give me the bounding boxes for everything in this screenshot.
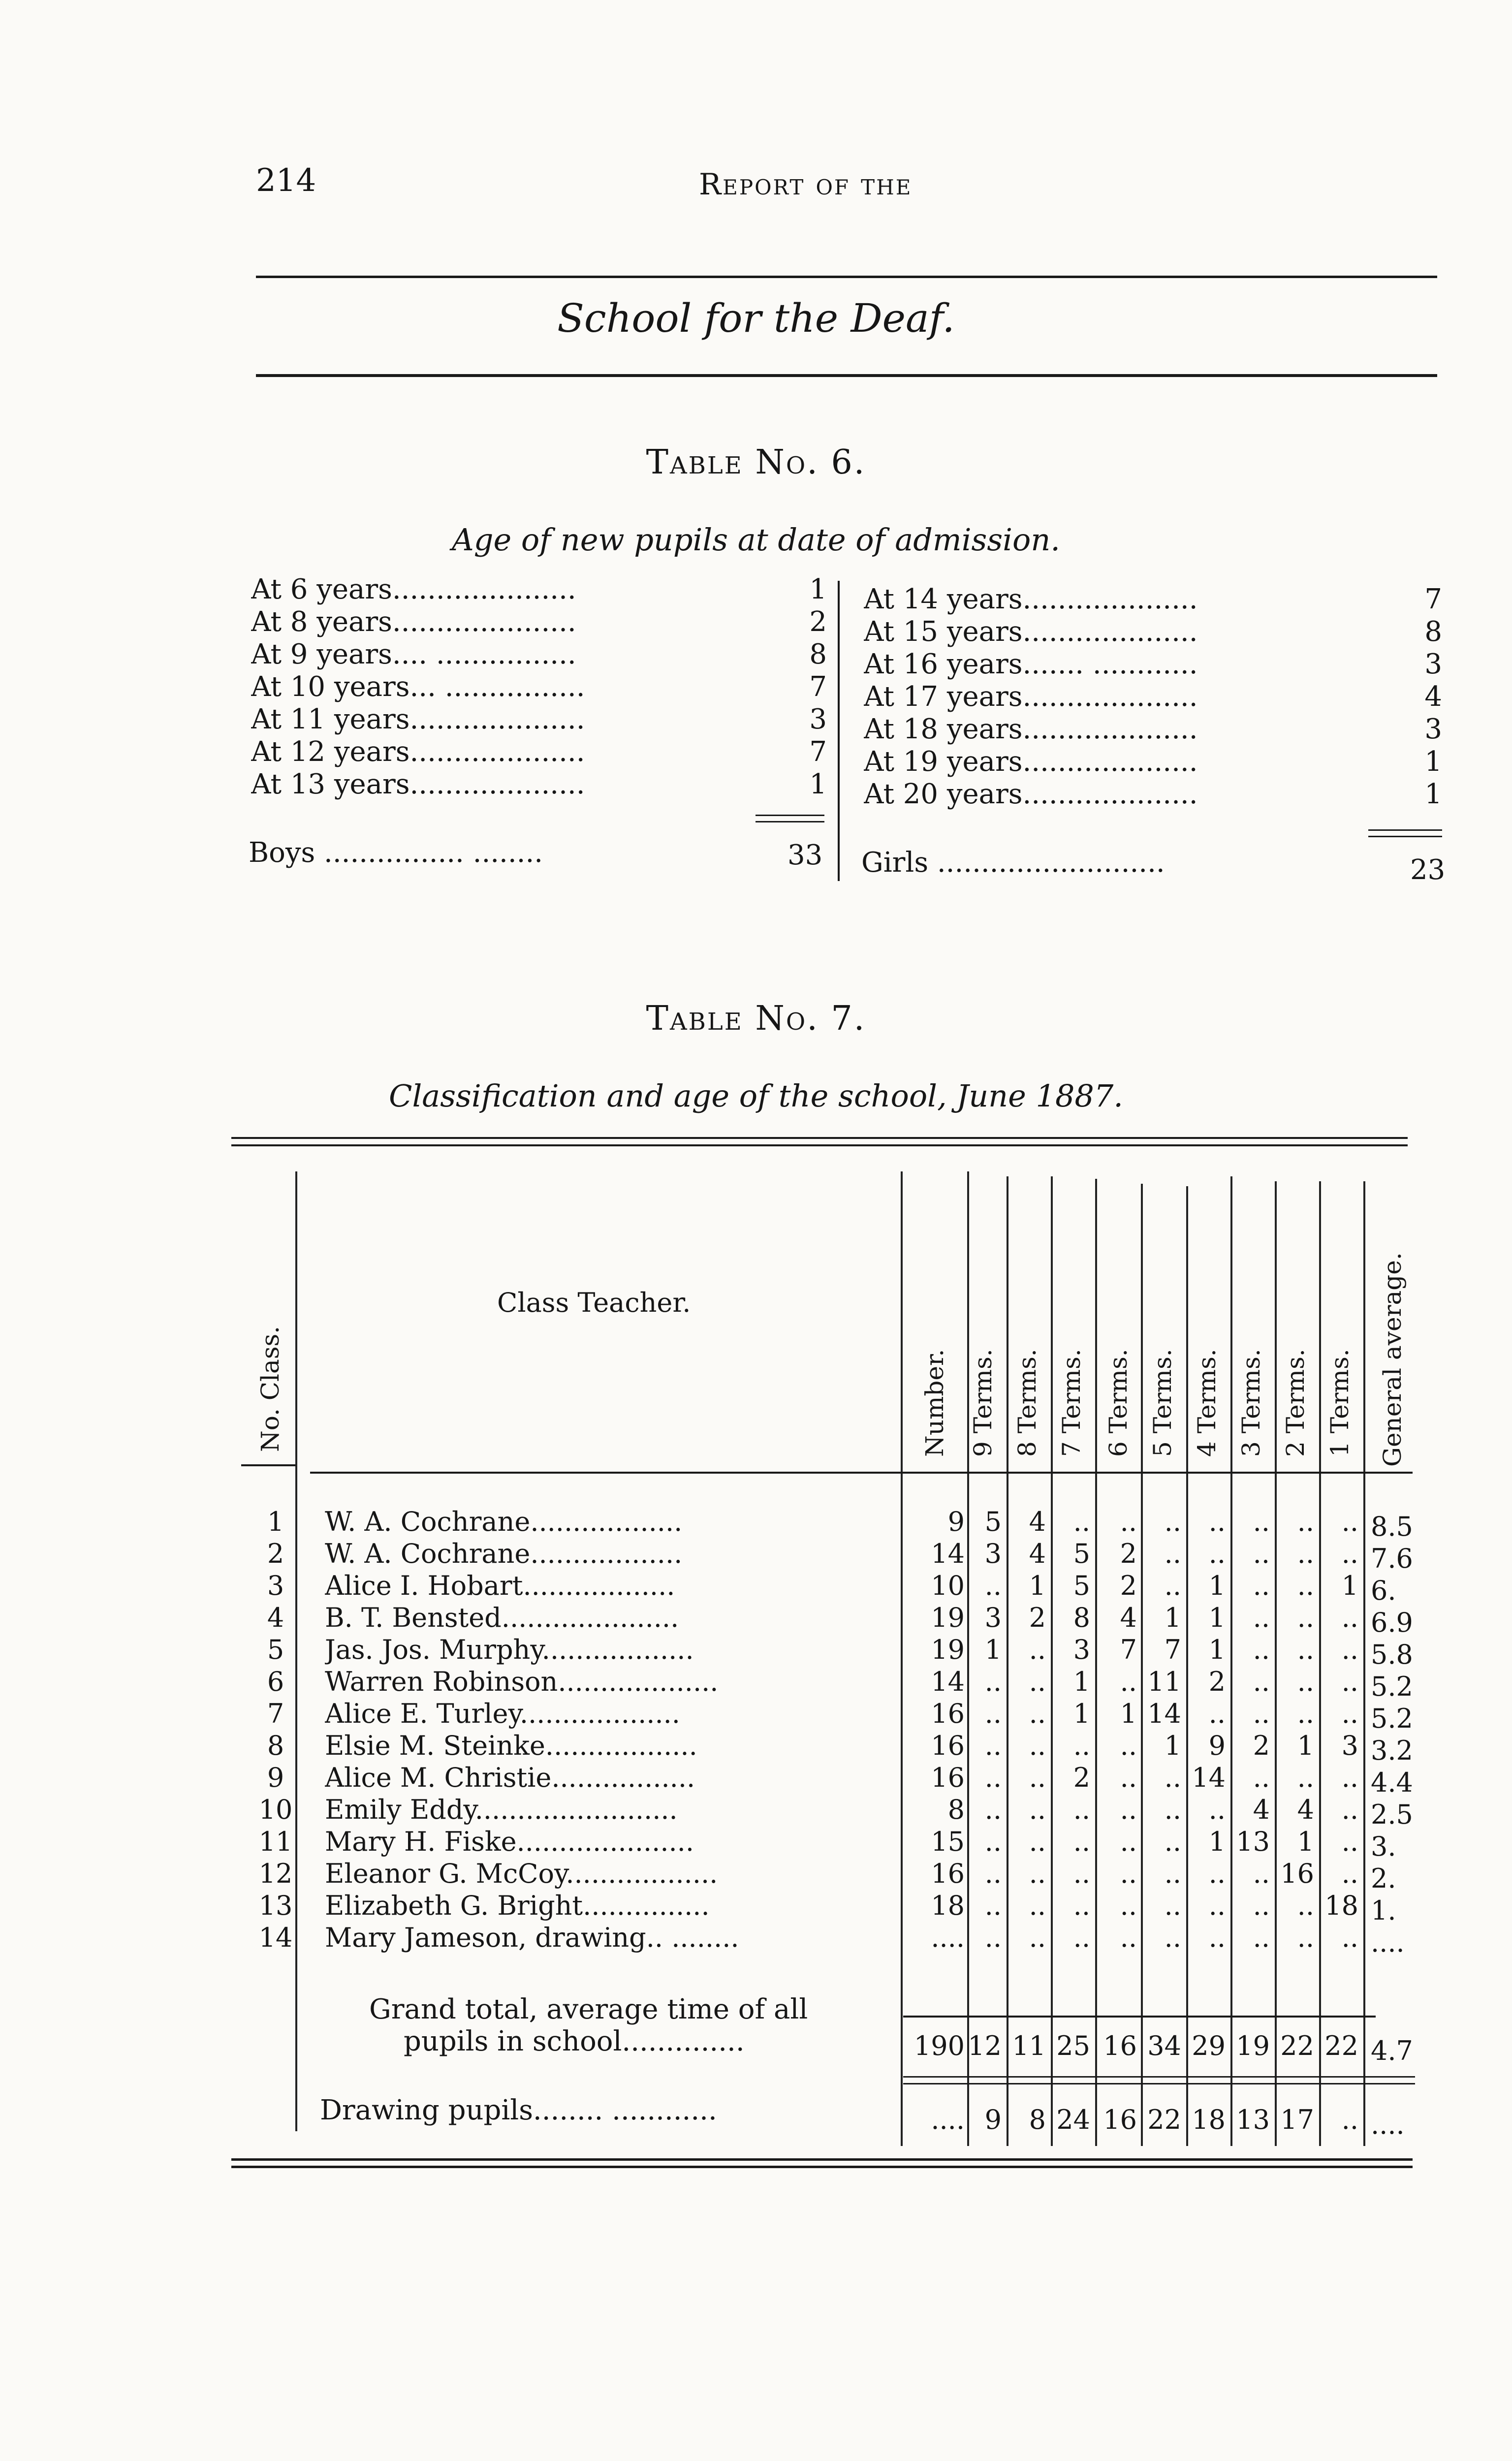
terms-count: .. [1164,1570,1181,1601]
terms-count: 1 [1120,1698,1137,1729]
age-count: 2 [809,606,827,638]
terms-count: .. [1208,1858,1226,1889]
terms-count: 3 [984,1538,1002,1569]
terms-count: .. [1297,1922,1314,1953]
age-count: 1 [809,768,827,800]
general-average: 4.7 [1371,2035,1413,2066]
terms-count: .. [1029,1794,1046,1825]
terms-count: 1 [1208,1602,1226,1633]
terms-count: .. [1029,1762,1046,1793]
boys-total: 33 [788,839,823,871]
age-label: At 13 years.................... [251,768,585,800]
header-terms-9: 9 Terms. [969,1349,997,1457]
age-count: 1 [809,573,827,605]
terms-count: .. [1341,1602,1358,1633]
pupil-number: 19 [931,1602,965,1633]
terms-count: .. [1164,1858,1181,1889]
terms-count: .. [1341,1858,1358,1889]
terms-count: .. [1297,1762,1314,1793]
terms-count: .. [1253,1602,1270,1633]
general-average: 2. [1371,1863,1396,1894]
terms-count: 9 [1208,1730,1226,1761]
terms-count: .. [1253,1922,1270,1953]
terms-count: .. [1208,1698,1226,1729]
age-count: 7 [1424,583,1442,615]
terms-count: 1 [1164,1602,1181,1633]
table6-title: Table No. 6. [646,443,866,482]
terms-count: 13 [1236,2104,1270,2135]
pupil-number: 14 [931,1666,965,1697]
age-label: At 19 years.................... [864,746,1198,778]
terms-count: 1 [1297,1826,1314,1857]
general-average: .... [1371,2109,1405,2140]
terms-count: .. [1208,1506,1226,1537]
terms-count: .. [1120,1506,1137,1537]
terms-count: .. [1120,1794,1137,1825]
table6-caption: Age of new pupils at date of admission. [452,522,1060,558]
terms-count: .. [1164,1922,1181,1953]
class-teacher: Mary H. Fiske..................... [325,1826,694,1857]
terms-count: .. [1253,1634,1270,1665]
terms-count: .. [1073,1794,1090,1825]
terms-count: .. [984,1666,1002,1697]
class-teacher: B. T. Bensted..................... [325,1602,679,1633]
table7-bottom-rule-2 [231,2166,1413,2168]
class-number: 2 [267,1538,284,1569]
terms-count: 22 [1280,2030,1314,2061]
terms-count: .. [1297,1506,1314,1537]
table7-column-rule [1363,1181,1365,2146]
girls-total: 23 [1410,854,1446,886]
age-label: At 16 years....... ............ [864,648,1198,680]
terms-count: 3 [1341,1730,1358,1761]
age-count: 7 [809,736,827,768]
age-label: At 10 years... ................ [251,671,585,703]
terms-count: 4 [1253,1794,1270,1825]
terms-count: .. [1253,1666,1270,1697]
class-teacher: Elizabeth G. Bright............... [325,1890,710,1921]
terms-count: .. [1120,1922,1137,1953]
terms-count: 3 [984,1602,1002,1633]
age-count: 7 [809,671,827,703]
age-count: 3 [809,703,827,735]
terms-count: .. [1029,1826,1046,1857]
general-average: 3.2 [1371,1735,1413,1766]
class-teacher: W. A. Cochrane.................. [325,1538,683,1569]
age-count: 8 [1424,616,1442,648]
class-number: 7 [267,1698,284,1729]
general-average: 3. [1371,1831,1396,1862]
table7-column-rule [295,1171,297,2131]
terms-count: 1 [1341,1570,1358,1601]
terms-count: 2 [1120,1570,1137,1601]
table7-bottom-rule-1 [231,2158,1413,2161]
pupil-number: 14 [931,1538,965,1569]
terms-count: 1 [1297,1730,1314,1761]
table7-header-rule [310,1472,1413,1474]
age-count: 3 [1424,713,1442,745]
pupil-number: 16 [931,1730,965,1761]
pupil-number: 15 [931,1826,965,1857]
terms-count: .. [1208,1890,1226,1921]
terms-count: .. [984,1698,1002,1729]
terms-count: .. [1208,1794,1226,1825]
terms-count: .. [1073,1858,1090,1889]
pupil-number: 16 [931,1698,965,1729]
terms-count: 12 [968,2030,1002,2061]
terms-count: .. [984,1794,1002,1825]
age-label: At 12 years.................... [251,736,585,768]
terms-count: .. [1164,1826,1181,1857]
header-class-teacher: Class Teacher. [497,1287,691,1318]
general-average: 5.8 [1371,1639,1413,1670]
age-count: 4 [1424,681,1442,713]
terms-count: 11 [1147,1666,1181,1697]
terms-count: .. [984,1762,1002,1793]
terms-count: 5 [1073,1570,1090,1601]
terms-count: .. [1253,1538,1270,1569]
class-number: 14 [258,1922,293,1953]
running-head: Report of the [699,167,913,202]
age-label: At 6 years..................... [251,573,576,605]
terms-count: .. [1253,1570,1270,1601]
pupil-number: 18 [931,1890,965,1921]
terms-count: 16 [1103,2030,1137,2061]
terms-count: .. [1029,1634,1046,1665]
terms-count: 7 [1120,1634,1137,1665]
terms-count: 1 [1208,1634,1226,1665]
terms-count: .. [1341,1698,1358,1729]
header-terms-7: 7 Terms. [1057,1349,1086,1457]
school-name: School for the Deaf. [557,295,955,341]
grand-total-rule [903,2016,1376,2018]
terms-count: 14 [1147,1698,1181,1729]
terms-count: 16 [1280,1858,1314,1889]
age-label: At 14 years.................... [864,583,1198,615]
pupil-number: 9 [947,1506,965,1537]
terms-count: .. [1297,1538,1314,1569]
terms-count: .. [1029,1922,1046,1953]
grand-total-double-rule-2 [903,2083,1415,2084]
header-terms-3: 3 Terms. [1237,1349,1265,1457]
class-number: 6 [267,1666,284,1697]
terms-count: 3 [1073,1634,1090,1665]
terms-count: .. [1208,1922,1226,1953]
terms-count: 2 [1120,1538,1137,1569]
general-average: 5.2 [1371,1671,1413,1702]
terms-count: .. [984,1826,1002,1857]
header-terms-1: 1 Terms. [1325,1349,1354,1457]
terms-count: 18 [1324,1890,1358,1921]
terms-count: 4 [1120,1602,1137,1633]
terms-count: .. [1073,1826,1090,1857]
terms-count: .. [1341,2104,1358,2135]
terms-count: .. [1341,1666,1358,1697]
drawing-pupils-label: Drawing pupils........ ............ [320,2094,717,2126]
terms-count: 7 [1164,1634,1181,1665]
terms-count: .. [1253,1858,1270,1889]
page-number: 214 [256,162,316,199]
terms-count: .. [1341,1506,1358,1537]
general-average: 5.2 [1371,1703,1413,1734]
terms-count: .. [1029,1666,1046,1697]
terms-count: .. [1297,1570,1314,1601]
terms-count: .. [1073,1922,1090,1953]
terms-count: .. [1120,1858,1137,1889]
terms-count: 8 [1029,2104,1046,2135]
class-number: 5 [267,1634,284,1665]
terms-count: .. [1073,1506,1090,1537]
general-average: 1. [1371,1895,1396,1926]
terms-count: .. [1297,1698,1314,1729]
terms-count: .. [1164,1762,1181,1793]
general-average: 8.5 [1371,1511,1413,1542]
class-teacher: Alice E. Turley................... [325,1698,680,1729]
class-number: 10 [258,1794,293,1825]
age-count: 1 [1424,746,1442,778]
terms-count: 5 [984,1506,1002,1537]
terms-count: .. [1253,1890,1270,1921]
terms-count: .. [1297,1666,1314,1697]
terms-count: 4 [1029,1506,1046,1537]
terms-count: 2 [1253,1730,1270,1761]
class-number: 1 [267,1506,284,1537]
age-label: At 15 years.................... [864,616,1198,648]
terms-count: 11 [1012,2030,1046,2061]
age-label: At 17 years.................... [864,681,1198,713]
age-count: 3 [1424,648,1442,680]
table7-column-rule [901,1171,903,2146]
boys-label: Boys ................ ........ [249,837,543,869]
table7-caption: Classification and age of the school, June 1887. [389,1078,1123,1114]
terms-count: .. [1297,1634,1314,1665]
terms-count: 5 [1073,1538,1090,1569]
pupil-number: 16 [931,1762,965,1793]
terms-count: .. [1120,1666,1137,1697]
terms-count: .. [1341,1762,1358,1793]
class-number: 11 [258,1826,293,1857]
class-teacher: Warren Robinson................... [325,1666,719,1697]
terms-count: 19 [1236,2030,1270,2061]
terms-count: 25 [1056,2030,1090,2061]
table7-title: Table No. 7. [646,999,866,1038]
pupil-number: 8 [947,1794,965,1825]
terms-count: .. [1208,1538,1226,1569]
terms-count: .. [1164,1538,1181,1569]
terms-count: .. [1297,1890,1314,1921]
terms-count: .. [1341,1634,1358,1665]
terms-count: 24 [1056,2104,1090,2135]
terms-count: .. [1029,1730,1046,1761]
grand-total-label-line2: pupils in school.............. [404,2025,745,2057]
general-average: 6. [1371,1575,1396,1606]
terms-count: 4 [1297,1794,1314,1825]
header-terms-2: 2 Terms. [1281,1349,1310,1457]
age-label: At 11 years.................... [251,703,585,735]
terms-count: 34 [1147,2030,1181,2061]
girls-label: Girls .......................... [861,847,1165,879]
terms-count: .. [984,1730,1002,1761]
class-teacher: Elsie M. Steinke.................. [325,1730,697,1761]
terms-count: .. [1341,1538,1358,1569]
terms-count: .. [1164,1794,1181,1825]
age-label: At 9 years.... ................ [251,638,576,670]
general-average: 7.6 [1371,1543,1413,1574]
terms-count: .. [984,1570,1002,1601]
table7-header-rule-left [241,1464,295,1466]
terms-count: 2 [1073,1762,1090,1793]
terms-count: 1 [984,1634,1002,1665]
terms-count: .. [1253,1506,1270,1537]
pupil-number: 16 [931,1858,965,1889]
pupil-number: 190 [914,2030,965,2061]
header-no-class: No. Class. [256,1325,284,1452]
terms-count: .. [1029,1890,1046,1921]
terms-count: 1 [1208,1570,1226,1601]
general-average: 4.4 [1371,1767,1413,1798]
class-number: 13 [258,1890,293,1921]
terms-count: .. [984,1890,1002,1921]
class-teacher: Alice M. Christie................. [325,1762,695,1793]
terms-count: 29 [1192,2030,1226,2061]
terms-count: 17 [1280,2104,1314,2135]
terms-count: 1 [1164,1730,1181,1761]
terms-count: 16 [1103,2104,1137,2135]
terms-count: 14 [1192,1762,1226,1793]
general-average: 6.9 [1371,1607,1413,1638]
terms-count: .. [1253,1698,1270,1729]
terms-count: .. [1253,1762,1270,1793]
terms-count: .. [1029,1858,1046,1889]
header-general-average: General average. [1378,1252,1407,1467]
terms-count: .. [1341,1922,1358,1953]
class-teacher: Jas. Jos. Murphy.................. [325,1634,694,1665]
age-count: 8 [809,638,827,670]
terms-count: .. [1073,1730,1090,1761]
class-teacher: Mary Jameson, drawing.. ........ [325,1922,739,1953]
age-label: At 20 years.................... [864,778,1198,810]
age-label: At 8 years..................... [251,606,576,638]
terms-count: .. [1120,1826,1137,1857]
pupil-number: .... [931,2104,965,2135]
general-average: .... [1371,1927,1405,1958]
class-number: 12 [258,1858,293,1889]
class-number: 8 [267,1730,284,1761]
class-teacher: Emily Eddy........................ [325,1794,678,1825]
table7-column-rule [1095,1179,1097,2146]
class-teacher: W. A. Cochrane.................. [325,1506,683,1537]
pupil-number: 10 [931,1570,965,1601]
terms-count: 9 [984,2104,1002,2135]
terms-count: 1 [1073,1698,1090,1729]
class-teacher: Alice I. Hobart.................. [325,1570,675,1601]
terms-count: .. [1120,1890,1137,1921]
terms-count: .. [1341,1794,1358,1825]
terms-count: .. [1164,1506,1181,1537]
header-number: Number. [920,1349,949,1457]
header-terms-8: 8 Terms. [1013,1349,1041,1457]
terms-count: 22 [1147,2104,1181,2135]
terms-count: .. [984,1858,1002,1889]
class-number: 3 [267,1570,284,1601]
terms-count: .. [1029,1698,1046,1729]
terms-count: .. [1341,1826,1358,1857]
general-average: 2.5 [1371,1799,1413,1830]
pupil-number: .... [931,1922,965,1953]
terms-count: .. [1073,1890,1090,1921]
terms-count: 2 [1208,1666,1226,1697]
pupil-number: 19 [931,1634,965,1665]
header-terms-4: 4 Terms. [1193,1349,1221,1457]
header-terms-6: 6 Terms. [1104,1349,1133,1457]
terms-count: .. [984,1922,1002,1953]
terms-count: 8 [1073,1602,1090,1633]
terms-count: 13 [1236,1826,1270,1857]
terms-count: .. [1297,1602,1314,1633]
terms-count: 2 [1029,1602,1046,1633]
terms-count: 4 [1029,1538,1046,1569]
terms-count: 22 [1324,2030,1358,2061]
class-number: 4 [267,1602,284,1633]
header-terms-5: 5 Terms. [1148,1349,1177,1457]
class-number: 9 [267,1762,284,1793]
terms-count: 1 [1029,1570,1046,1601]
terms-count: .. [1120,1762,1137,1793]
grand-total-double-rule-1 [903,2076,1415,2078]
terms-count: .. [1164,1890,1181,1921]
age-count: 1 [1424,778,1442,810]
class-teacher: Eleanor G. McCoy.................. [325,1858,718,1889]
terms-count: .. [1120,1730,1137,1761]
terms-count: 1 [1208,1826,1226,1857]
age-label: At 18 years.................... [864,713,1198,745]
terms-count: 1 [1073,1666,1090,1697]
terms-count: 18 [1192,2104,1226,2135]
grand-total-label-line1: Grand total, average time of all [369,1993,808,2025]
